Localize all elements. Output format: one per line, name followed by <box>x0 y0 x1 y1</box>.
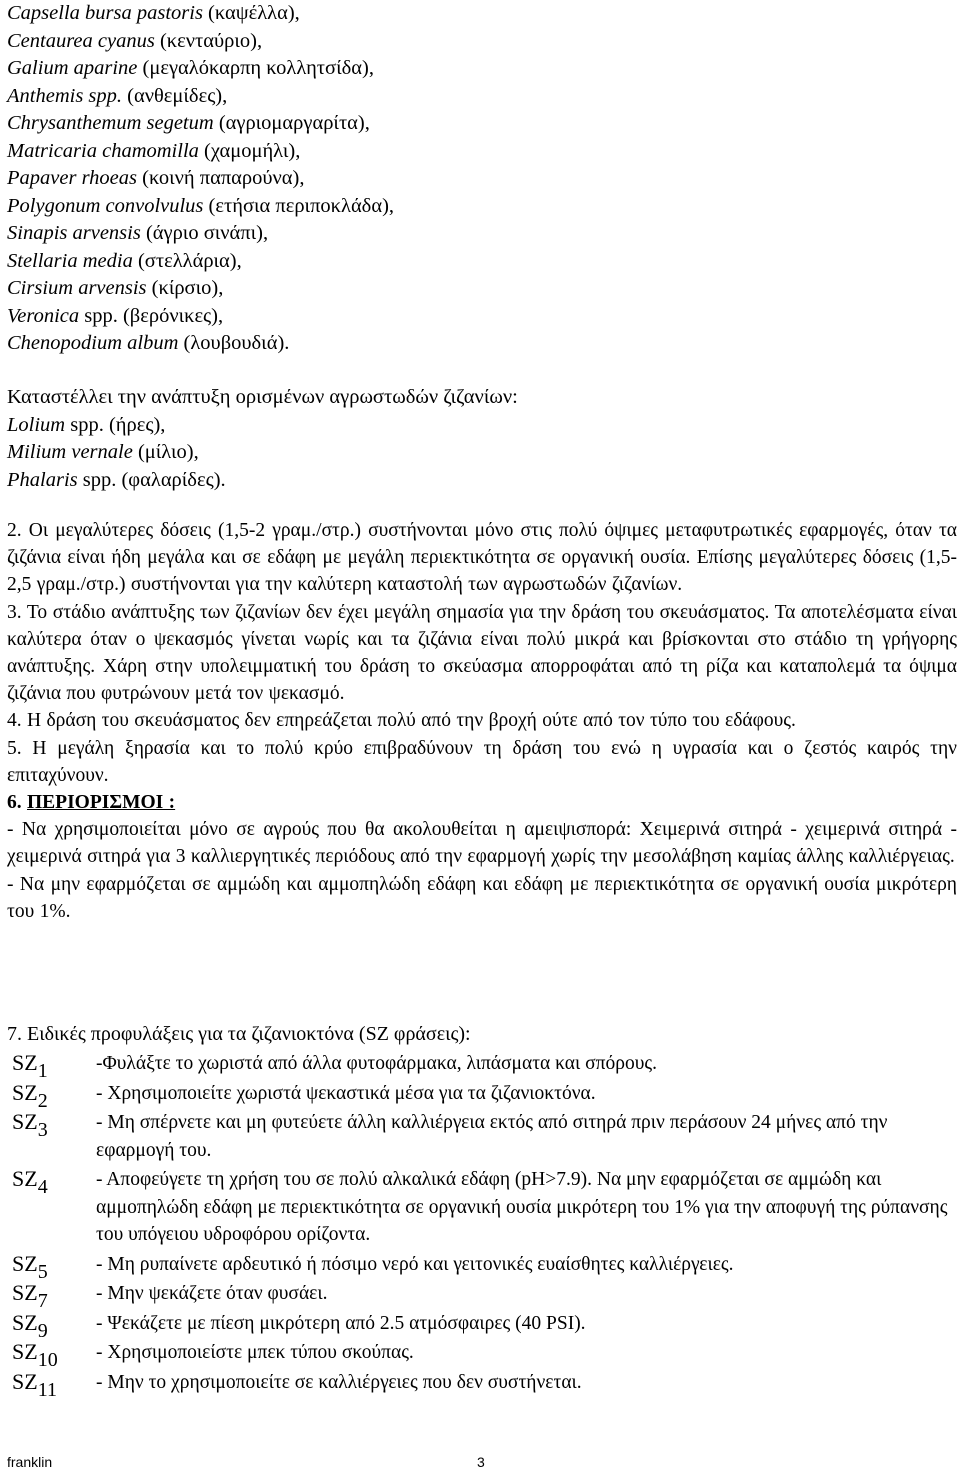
latin-name: Anthemis spp. <box>7 84 123 107</box>
weed-item <box>7 138 394 166</box>
greek-name: (καψέλλα), <box>202 2 300 24</box>
latin-name: Papaver rhoeas <box>7 167 138 189</box>
restrictions-title: ΠΕΡΙΟΡΙΣΜΟΙ : <box>27 792 176 814</box>
weed-item <box>7 220 394 248</box>
weed-item <box>7 0 394 28</box>
sz-text: - Ψεκάζετε με πίεση μικρότερη από 2.5 ατμόσφαιρες (40 PSI). <box>96 1312 586 1334</box>
paragraph-5: 5. Η μεγάλη ξηρασία και το πολύ κρύο επιβραδύνουν τη δράση του ενώ η υγρασία και ο ζεστός καιρός την επιταχύνουν. <box>7 737 957 786</box>
sz-phrase-row <box>12 1078 952 1112</box>
broadleaf-weeds-list <box>7 0 394 358</box>
instructions-body <box>7 517 957 925</box>
greek-name: (στελλάρια), <box>132 249 242 272</box>
grass-weeds-block <box>7 384 518 494</box>
greek-name: (μίλιο), <box>132 441 199 463</box>
latin-name: Veronica <box>7 304 80 327</box>
sz-text: - Χρησιμοποιείστε μπεκ τύπου σκούπας. <box>96 1342 414 1363</box>
sz-phrase-row <box>12 1278 952 1312</box>
latin-name: Sinapis arvensis <box>7 222 141 244</box>
sz-phrase-row <box>12 1308 952 1342</box>
weed-item <box>7 110 394 138</box>
greek-name: (κοινή παπαρούνα), <box>137 167 305 189</box>
paragraph-4: 4. Η δράση του σκευάσματος δεν επηρεάζεται πολύ από την βροχή ούτε από τον τύπο του εδάφους. <box>7 710 796 732</box>
latin-name: Matricaria chamomilla <box>7 139 199 162</box>
latin-name: Chrysanthemum segetum <box>7 112 214 134</box>
sz-phrase-row <box>12 1164 952 1249</box>
sz-code: $SZ_4$ <box>12 1166 48 1198</box>
sz-code: $SZ_7$ <box>12 1280 48 1312</box>
sz-text: -Φυλάξτε το χωριστά από άλλα φυτοφάρμακα, λιπάσματα και σπόρους. <box>96 1053 657 1074</box>
weed-item <box>7 275 394 303</box>
sz-text: - Μη ρυπαίνετε αρδευτικό ή πόσιμο νερό και γειτονικές ευαίσθητες καλλιέργειες. <box>96 1253 734 1275</box>
grass-weeds-intro: Καταστέλλει την ανάπτυξη ορισμένων αγρωστωδών ζιζανίων: <box>7 386 518 408</box>
greek-name: spp. (βερόνικες), <box>79 304 224 327</box>
greek-name: (αγριομαργαρίτα), <box>213 112 370 134</box>
latin-name: Stellaria media <box>7 249 133 272</box>
greek-name: (χαμομήλι), <box>198 139 301 162</box>
sz-phrase-row <box>12 1367 952 1401</box>
sz-code: $SZ_{11}$ <box>12 1368 57 1401</box>
greek-name: (μεγαλόκαρπη κολλητσίδα), <box>137 57 374 79</box>
sz-phrases-list <box>12 1048 952 1401</box>
footer-company-name: franklin <box>7 1454 53 1470</box>
greek-name: (άγριο σινάπι), <box>140 222 269 244</box>
latin-name: Lolium <box>7 413 66 436</box>
greek-name: (λουβουδιά). <box>178 332 290 354</box>
latin-name: Capsella bursa pastoris <box>7 2 203 24</box>
paragraph-2: 2. Οι μεγαλύτερες δόσεις (1,5-2 γραμ./στρ.) συστήνονται μόνο στις πολύ όψιμες μεταφυτρωτικές εφαρμογές, όταν τα ζιζάνια είναι ήδη μεγάλα και σε εδάφη με μεγάλη περιεκτικότητα σε οργανική ουσία. Επίσης μεγαλύτερες δόσεις (1,5-2,5 γραμ./στρ.) συστήνονται για την καλύτερη καταστολή των αγρωστωδών ζιζανίων. <box>7 520 957 596</box>
greek-name: (ανθεμίδες), <box>122 84 228 107</box>
restriction-soil: - Να μην εφαρμόζεται σε αμμώδη και αμμοπηλώδη εδάφη και εδάφη με περιεκτικότητα σε οργανική ουσία μικρότερη του 1%. <box>7 873 957 922</box>
sz-code: $SZ_5$ <box>12 1250 48 1283</box>
weed-item <box>7 330 394 358</box>
latin-name: Polygonum convolvulus <box>7 194 204 217</box>
grass-item <box>7 467 518 495</box>
paragraph-3: 3. Το στάδιο ανάπτυξης των ζιζανίων δεν έχει μεγάλη σημασία για την δράση του σκευάσματος. Τα αποτελέσματα είναι καλύτερα όταν ο ψεκασμός γίνεται νωρίς και τα ζιζάνια είναι πολύ μικρά και βρίσκονται στο στάδιο τη γρήγορης ανάπτυξης. Χάρη στην υπολειμματική του δράση το σκεύασμα απορροφάται από τη ρίζα και καταπολεμά τα όψιμα ζιζάνια που φυτρώνουν μετά τον ψεκασμό. <box>7 601 957 705</box>
sz-code: $SZ_9$ <box>12 1309 48 1342</box>
restriction-rotation: - Να χρησιμοποιείται μόνο σε αγρούς που θα ακολουθείται η αμειψισπορά: Χειμερινά σιτηρά - χειμερινά σιτηρά - χειμερινά σιτηρά για 3 καλλιεργητικές περιόδους από την εφαρμογή χωρίς την μεσολάβηση καμίας άλλης καλλιέργειας. <box>7 819 957 868</box>
restrictions-number: 6. <box>7 792 27 814</box>
sz-text: - Μην το χρησιμοποιείτε σε καλλιέργειες που δεν συστήνεται. <box>96 1371 582 1393</box>
greek-name: (ετήσια περιποκλάδα), <box>203 194 395 217</box>
latin-name: Milium vernale <box>7 441 133 463</box>
sz-phrase-row <box>12 1048 952 1082</box>
sz-text: - Χρησιμοποιείτε χωριστά ψεκαστικά μέσα για τα ζιζανιοκτόνα. <box>96 1082 596 1104</box>
greek-name: spp. (ήρες), <box>65 413 166 436</box>
sz-phrase-row <box>12 1337 952 1371</box>
weed-item <box>7 248 394 276</box>
restrictions-heading <box>7 789 957 816</box>
greek-name: (κίρσιο), <box>146 277 224 299</box>
grass-item <box>7 412 518 440</box>
latin-name: Centaurea cyanus <box>7 29 155 52</box>
weed-item <box>7 55 394 83</box>
page-footer <box>7 1454 957 1472</box>
latin-name: Chenopodium album <box>7 332 179 354</box>
sz-code: $SZ_3$ <box>12 1109 48 1141</box>
page-number: 3 <box>477 1454 485 1470</box>
sz-code: $SZ_2$ <box>12 1079 48 1112</box>
weed-item <box>7 303 394 331</box>
weed-item <box>7 193 394 221</box>
grass-item <box>7 439 518 467</box>
sz-text: - Αποφεύγετε τη χρήση του σε πολύ αλκαλικά εδάφη (pH>7.9). Να μην εφαρμόζεται σε αμμώδη και αμμοπηλώδη εδάφη με περιεκτικότητα σε οργανική ουσία μικρότερη του 1% για την αποφυγή της ρύπανσης του υπόγειου υδροφόρου ορίζοντα. <box>96 1169 948 1245</box>
weed-item <box>7 83 394 111</box>
sz-text: - Μη σπέρνετε και μη φυτεύετε άλλη καλλιέργεια εκτός από σιτηρά πριν περάσουν 24 μήνες από την εφαρμογή του. <box>96 1112 888 1161</box>
sz-text: - Μην ψεκάζετε όταν φυσάει. <box>96 1283 328 1304</box>
latin-name: Cirsium arvensis <box>7 277 147 299</box>
weed-item <box>7 28 394 56</box>
latin-name: Phalaris <box>7 468 78 491</box>
sz-code: $SZ_1$ <box>12 1050 48 1082</box>
greek-name: spp. (φαλαρίδες). <box>77 468 226 491</box>
sz-phrase-row <box>12 1107 952 1164</box>
latin-name: Galium aparine <box>7 57 138 79</box>
weed-item <box>7 165 394 193</box>
sz-phrases-heading: 7. Ειδικές προφυλάξεις για τα ζιζανιοκτόνα (SZ φράσεις): <box>7 1023 471 1045</box>
sz-code: $SZ_{10}$ <box>12 1339 58 1371</box>
sz-phrase-row <box>12 1249 952 1283</box>
greek-name: (κενταύριο), <box>154 29 263 52</box>
